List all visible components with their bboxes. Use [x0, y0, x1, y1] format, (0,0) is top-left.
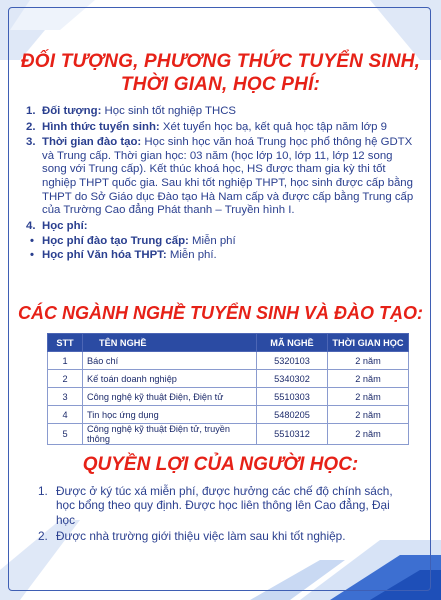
cell-program-code: 5510303: [257, 388, 328, 406]
heading-line-2: THỜI GIAN, HỌC PHÍ:: [120, 74, 321, 95]
table-header-row: [48, 334, 409, 352]
list-item: [26, 121, 418, 135]
fee-label: Học phí đào tạo Trung cấp:: [42, 235, 189, 248]
cell-stt: 4: [48, 406, 83, 424]
item-text: Học sinh tốt nghiệp THCS: [101, 105, 237, 117]
item-label: Đối tượng:: [42, 105, 102, 117]
cell-duration: 2 năm: [328, 388, 409, 406]
benefit-number: 2.: [38, 529, 48, 544]
cell-duration: 2 năm: [328, 352, 409, 370]
item-number: 3.: [26, 136, 36, 149]
cell-program-code: 5510312: [257, 424, 328, 445]
item-label: Thời gian đào tạo:: [42, 136, 142, 149]
fee-text: Miễn phí.: [166, 248, 217, 261]
cell-program-name: Tin học ứng dụng: [83, 406, 257, 424]
benefits-title: QUYỀN LỢI CỦA NGƯỜI HỌC:: [82, 454, 359, 475]
cell-stt: 2: [48, 370, 83, 388]
list-item: [26, 105, 418, 119]
table-row: [48, 370, 409, 388]
header-program-name: TÊN NGHỀ: [83, 334, 257, 352]
table-row: [48, 424, 409, 445]
cell-program-name: Công nghệ kỹ thuật Điện, Điện tử: [83, 388, 257, 406]
item-label: Hình thức tuyển sinh:: [42, 120, 160, 133]
list-item: [26, 136, 418, 218]
list-item: [26, 220, 418, 234]
programs-title: CÁC NGÀNH NGHỀ TUYỂN SINH VÀ ĐÀO TẠO:: [17, 303, 423, 323]
cell-program-name: Báo chí: [83, 352, 257, 370]
table-row: [48, 406, 409, 424]
table-row: [48, 388, 409, 406]
cell-stt: 3: [48, 388, 83, 406]
item-text: Xét tuyển học bạ, kết quả học tập năm lớp 9: [159, 120, 387, 133]
table-row: [48, 352, 409, 370]
enrollment-info-list: [26, 105, 418, 263]
fee-item: [30, 235, 418, 249]
heading-line-1: ĐỐI TƯỢNG, PHƯƠNG THỨC TUYỂN SINH,: [20, 51, 421, 72]
cell-program-code: 5340302: [257, 370, 328, 388]
fee-text: Miễn phí: [188, 235, 236, 248]
item-label: Học phí:: [42, 219, 88, 232]
fee-item: [30, 249, 418, 263]
cell-duration: 2 năm: [328, 406, 409, 424]
fee-label: Học phí Văn hóa THPT:: [42, 248, 167, 261]
header-duration: THỜI GIAN HỌC: [328, 334, 409, 352]
item-number: 1.: [26, 105, 36, 117]
benefit-number: 1.: [38, 484, 48, 498]
benefits-list: [38, 484, 408, 546]
bullet: •: [30, 248, 34, 261]
benefit-text: Được ở ký túc xá miễn phí, được hưởng các chế độ chính sách, học bổng theo quy định. Được học liên thông lên Cao đẳng, Đại học: [56, 484, 393, 527]
item-number: 4.: [26, 219, 36, 232]
list-item: [38, 484, 408, 527]
cell-stt: 5: [48, 424, 83, 445]
item-text: Học sinh học văn hoá Trung học phổ thông hệ GDTX và Trung cấp. Thời gian học: 03 năm (học lớp 10, lớp 11, lớp 12 song song với Trung cấp). Kết thúc khoá học, HS được tham gia kỳ thi tốt nghiệp THPT quốc gia. Sau khi tốt nghiệp THPT, học sinh được cấp bằng THPT do Sở Giáo dục Đào tạo Hà Nam cấp và được cấp bằng Trung cấp của Trường Cao đẳng Phát thanh – Truyền hình I.: [42, 136, 414, 217]
programs-table: [47, 333, 409, 445]
bullet: •: [30, 235, 34, 248]
header-program-code: MÃ NGHỀ: [257, 334, 328, 352]
cell-program-name: Công nghệ kỹ thuật Điện tử, truyền thông: [83, 424, 257, 445]
cell-duration: 2 năm: [328, 370, 409, 388]
cell-program-code: 5480205: [257, 406, 328, 424]
cell-program-name: Kế toán doanh nghiệp: [83, 370, 257, 388]
item-number: 2.: [26, 120, 36, 133]
header-stt: STT: [48, 334, 83, 352]
benefit-text: Được nhà trường giới thiệu việc làm sau khi tốt nghiệp.: [56, 529, 346, 544]
cell-program-code: 5320103: [257, 352, 328, 370]
cell-duration: 2 năm: [328, 424, 409, 445]
list-item: [38, 529, 408, 543]
cell-stt: 1: [48, 352, 83, 370]
